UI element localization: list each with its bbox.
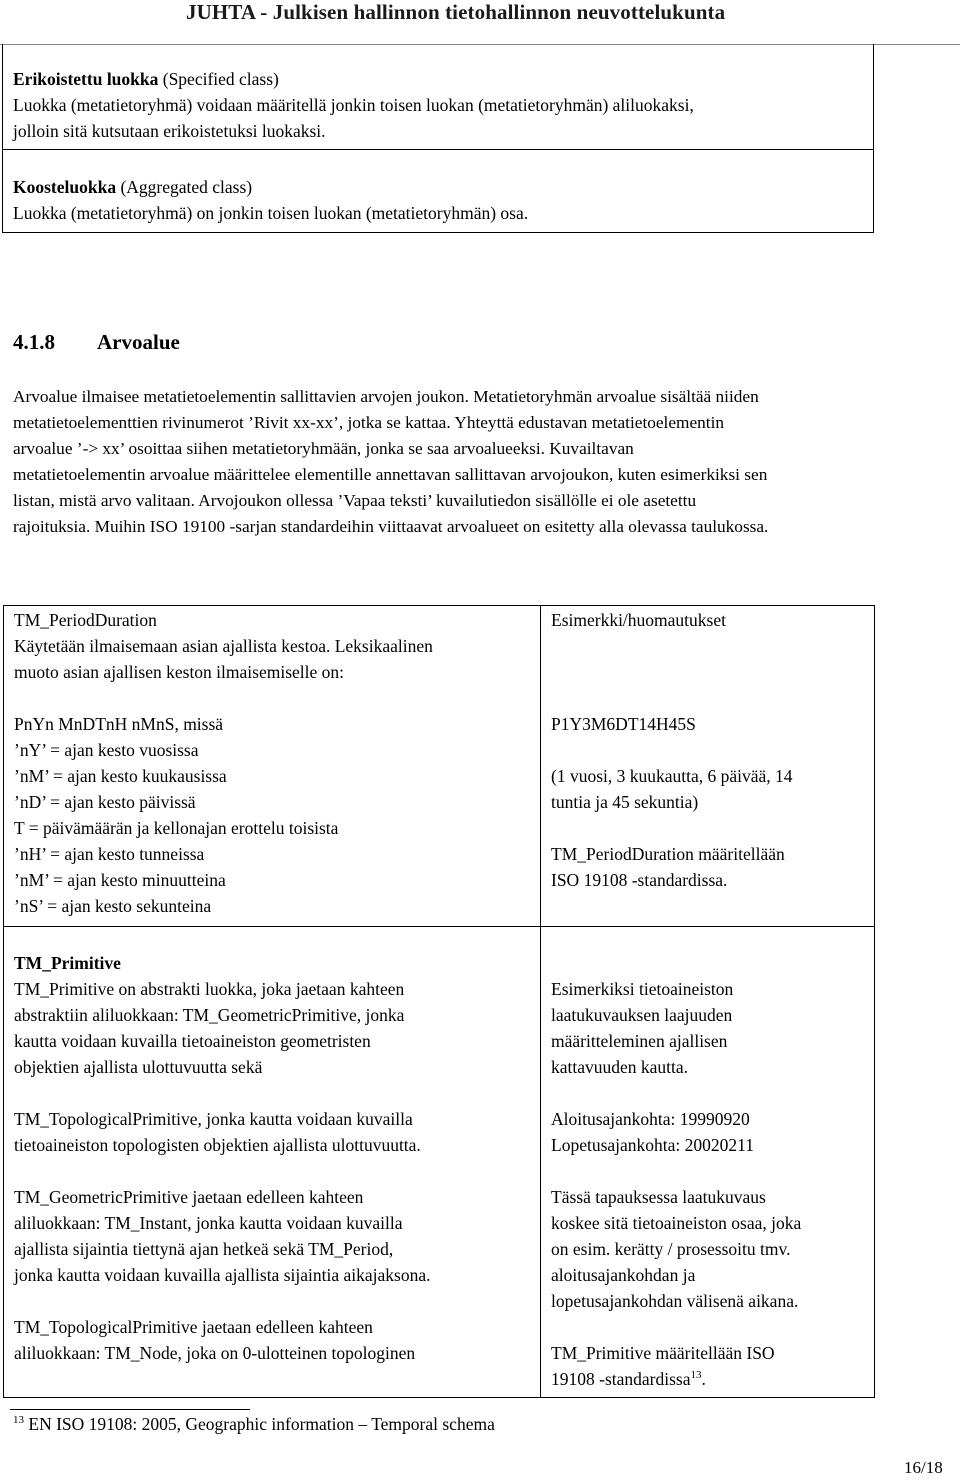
cell-line: aloitusajankohdan ja: [551, 1265, 696, 1285]
cell-line: kattavuuden kautta.: [551, 1057, 689, 1077]
cell-line: ’nM’ = ajan kesto kuukausissa: [14, 766, 227, 786]
document-header: JUHTA - Julkisen hallinnon tietohallinnon neuvottelukunta: [186, 0, 726, 24]
cell-line: kautta voidaan kuvailla tietoaineiston geometristen: [14, 1031, 371, 1051]
table-cell-left: [4, 927, 541, 1398]
cell-line: lopetusajankohdan välisenä aikana.: [551, 1291, 799, 1311]
cell-line: ’nY’ = ajan kesto vuosissa: [14, 740, 199, 760]
cell-line: koskee sitä tietoaineiston osaa, joka: [551, 1213, 802, 1233]
paragraph-line: metatietoelementin arvoalue määrittelee elementille annettavan sallittavan arvojoukon, kuten esimerkiksi sen: [13, 465, 768, 484]
footnote-text: EN ISO 19108: 2005, Geographic information – Temporal schema: [24, 1414, 495, 1434]
cell-line: TM_Primitive on abstrakti luokka, joka jaetaan kahteen: [14, 979, 405, 999]
cell-line: ’nM’ = ajan kesto minuutteina: [14, 870, 226, 890]
cell-line: T = päivämäärän ja kellonajan erottelu toisista: [14, 818, 339, 838]
cell-line: ’nH’ = ajan kesto tunneissa: [14, 844, 205, 864]
cell-line: tuntia ja 45 sekuntia): [551, 792, 699, 812]
cell-line: Esimerkiksi tietoaineiston: [551, 979, 734, 999]
footnote-rule: [10, 1409, 250, 1410]
cell-line: TM_TopologicalPrimitive jaetaan edelleen kahteen: [14, 1317, 373, 1337]
table-cell-left: [4, 606, 541, 927]
cell-line: on esim. kerätty / prosessoitu tmv.: [551, 1239, 791, 1259]
cell-line: TM_PeriodDuration määritellään: [551, 844, 785, 864]
cell-line: Lopetusajankohta: 20020211: [551, 1135, 754, 1155]
cell-line: Tässä tapauksessa laatukuvaus: [551, 1187, 766, 1207]
cell-line: jonka kautta voidaan kuvailla ajallista sijaintia aikajaksona.: [14, 1265, 431, 1285]
cell-line: PnYn MnDTnH nMnS, missä: [14, 714, 224, 734]
table-row: [4, 606, 875, 927]
definition-term-en: (Specified class): [158, 69, 279, 89]
row-term: TM_Primitive: [14, 953, 121, 973]
paragraph-line: metatietoelementtien rivinumerot ’Rivit xx-xx’, jotka se kattaa. Yhteyttä edustavan metatietoelementin: [13, 413, 725, 432]
definition-box-aggregated-class: [2, 150, 874, 233]
cell-line: Aloitusajankohta: 19990920: [551, 1109, 750, 1129]
cell-line: (1 vuosi, 3 kuukautta, 6 päivää, 14: [551, 766, 793, 786]
footnote: [13, 1414, 495, 1435]
section-title: Arvoalue: [97, 330, 180, 354]
cell-line: ’nD’ = ajan kesto päivissä: [14, 792, 196, 812]
table-row: [4, 927, 875, 1398]
cell-line: P1Y3M6DT14H45S: [551, 714, 696, 734]
definition-term-en: (Aggregated class): [116, 177, 253, 197]
page-number: 16/18: [904, 1458, 943, 1477]
cell-line: TM_GeometricPrimitive jaetaan edelleen kahteen: [14, 1187, 364, 1207]
cell-text: 19108 -standardissa: [551, 1369, 691, 1389]
body-paragraph: [13, 384, 958, 540]
definition-text-line: Luokka (metatietoryhmä) voidaan määritellä jonkin toisen luokan (metatietoryhmän) aliluokaksi,: [13, 95, 694, 115]
cell-line: ajallista sijaintia tiettynä ajan hetkeä sekä TM_Period,: [14, 1239, 394, 1259]
cell-line: laatukuvauksen laajuuden: [551, 1005, 733, 1025]
row-term: TM_PeriodDuration: [14, 610, 157, 630]
cell-text: .: [701, 1369, 706, 1389]
definition-term: Koosteluokka: [13, 177, 117, 197]
paragraph-line: rajoituksia. Muihin ISO 19100 -sarjan standardeihin viittaavat arvoalueet on esitetty alla olevassa taulukossa.: [13, 517, 769, 536]
footnote-mark: 13: [13, 1414, 24, 1426]
table-column-header: Esimerkki/huomautukset: [551, 610, 726, 630]
paragraph-line: Arvoalue ilmaisee metatietoelementin sallittavien arvojen joukon. Metatietoryhmän arvoalue sisältää niiden: [13, 387, 759, 406]
cell-line: TM_TopologicalPrimitive, jonka kautta voidaan kuvailla: [14, 1109, 413, 1129]
definition-term-line: [13, 69, 279, 90]
table-cell-right: [541, 927, 875, 1398]
paragraph-line: arvoalue ’-> xx’ osoittaa siihen metatietoryhmään, jonka se saa arvoalueeksi. Kuvailtavan: [13, 439, 634, 458]
definition-text-line: jolloin sitä kutsutaan erikoistetuksi luokaksi.: [13, 121, 326, 141]
definition-text-line: Luokka (metatietoryhmä) on jonkin toisen luokan (metatietoryhmän) osa.: [13, 203, 529, 223]
section-number: 4.1.8: [13, 330, 55, 354]
cell-line: muoto asian ajallisen keston ilmaisemiselle on:: [14, 662, 345, 682]
cell-line: [551, 1366, 874, 1392]
cell-line: Käytetään ilmaisemaan asian ajallista kestoa. Leksikaalinen: [14, 636, 433, 656]
cell-line: tietoaineiston topologisten objektien ajallista ulottuvuutta.: [14, 1135, 421, 1155]
cell-line: ’nS’ = ajan kesto sekunteina: [14, 896, 212, 916]
cell-line: abstraktiin aliluokkaan: TM_GeometricPrimitive, jonka: [14, 1005, 405, 1025]
cell-line: aliluokkaan: TM_Node, joka on 0-ulotteinen topologinen: [14, 1343, 416, 1363]
footnote-reference[interactable]: 13: [690, 1369, 702, 1381]
table-cell-right: [541, 606, 875, 927]
definition-term: Erikoistettu luokka: [13, 69, 159, 89]
value-domain-table: [3, 605, 875, 1398]
cell-line: määritteleminen ajallisen: [551, 1031, 728, 1051]
cell-line: ISO 19108 -standardissa.: [551, 870, 728, 890]
definition-box-specified-class: [2, 44, 874, 150]
cell-line: TM_Primitive määritellään ISO: [551, 1343, 775, 1363]
section-heading: [13, 330, 180, 355]
definition-term-line: [13, 177, 252, 198]
cell-line: aliluokkaan: TM_Instant, jonka kautta voidaan kuvailla: [14, 1213, 403, 1233]
paragraph-line: listan, mistä arvo valitaan. Arvojoukon ollessa ’Vapaa teksti’ kuvailutiedon sisällölle ei ole asetettu: [13, 491, 697, 510]
cell-line: objektien ajallista ulottuvuutta sekä: [14, 1057, 263, 1077]
